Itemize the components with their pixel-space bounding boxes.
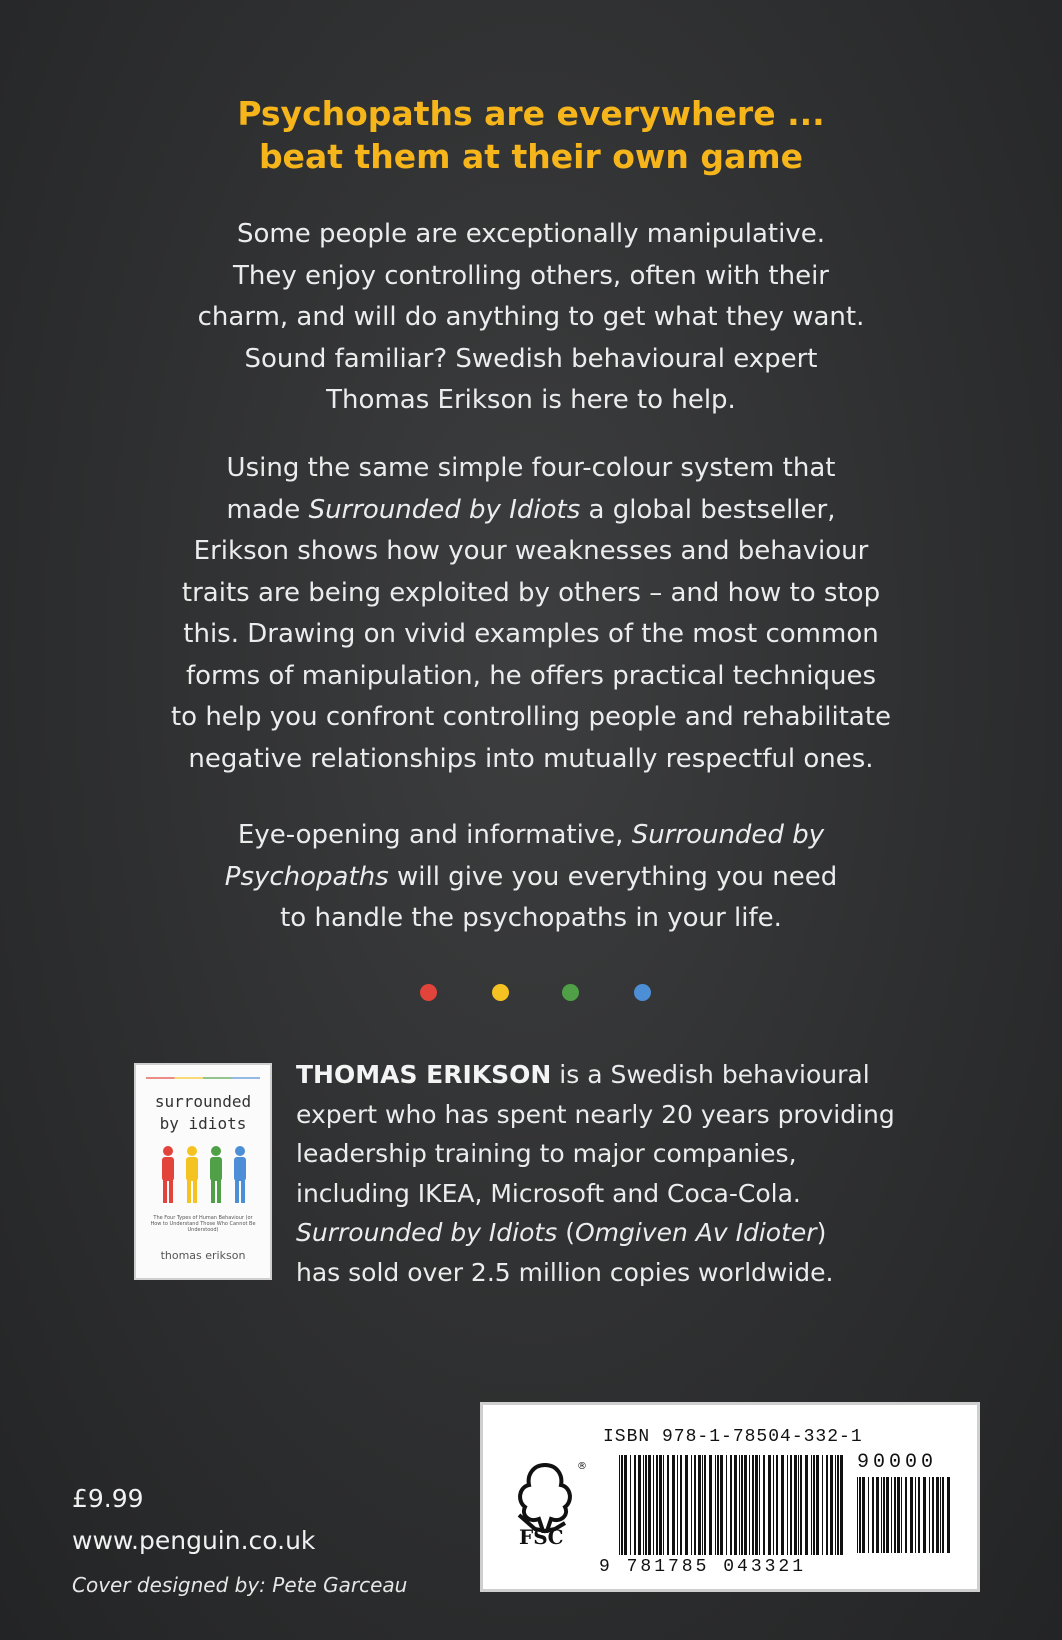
headline-line: Psychopaths are everywhere ... (237, 94, 825, 133)
bio-text: is a Swedish behavioural (551, 1060, 870, 1089)
barcode-bar (638, 1455, 641, 1555)
barcode-bar (881, 1477, 882, 1553)
barcode-bar (702, 1455, 703, 1555)
barcode-bar (918, 1477, 920, 1553)
publisher-url: www.penguin.co.uk (72, 1526, 316, 1555)
barcode-bar (816, 1455, 819, 1555)
barcode-bar (619, 1455, 620, 1555)
barcode-bar (634, 1455, 636, 1555)
registered-mark: ® (577, 1461, 587, 1472)
barcode-bar (763, 1455, 765, 1555)
thumbnail-title-line: by idiots (159, 1114, 247, 1133)
barcode-bar (857, 1477, 858, 1553)
barcode-bar (942, 1477, 944, 1553)
barcode-bar (759, 1455, 760, 1555)
barcode-bar (672, 1455, 675, 1555)
blurb-line: forms of manipulation, he offers practical techniques (186, 660, 876, 691)
barcode-bar (822, 1455, 823, 1555)
barcode-bar (704, 1455, 706, 1555)
green-person-icon (210, 1146, 222, 1203)
blurb-text: made (226, 494, 309, 525)
barcode-bar (715, 1455, 716, 1555)
blurb-line (0, 815, 1062, 857)
barcode-bar (645, 1455, 647, 1555)
blurb-line: Using the same simple four-colour system that (226, 453, 836, 483)
thumbnail-subtitle: The Four Types of Human Behaviour (or How to Understand Those Who Cannot Be Understood) (150, 1215, 256, 1233)
blurb-line: Sound familiar? Swedish behavioural expert (244, 343, 818, 374)
blurb-line: Some people are exceptionally manipulative. (237, 219, 825, 249)
bio-text: ) (816, 1218, 827, 1247)
barcode-bar (752, 1455, 754, 1555)
barcode-bar (741, 1455, 743, 1555)
barcode-bar (901, 1477, 902, 1553)
barcode-bar (739, 1455, 740, 1555)
barcode-bar (659, 1455, 662, 1555)
price: £9.99 (72, 1484, 144, 1513)
blurb-line: charm, and will do anything to get what they want. (197, 302, 865, 332)
bio-line: leadership training to major companies, (296, 1139, 797, 1168)
barcode-bar (720, 1455, 723, 1555)
book-title-italic: Surrounded by Idiots (308, 494, 581, 525)
barcode-bar (624, 1455, 627, 1555)
barcode-bar (768, 1455, 771, 1555)
barcode-bar (868, 1477, 869, 1553)
bio-text: ( (557, 1218, 575, 1247)
blurb-line: this. Drawing on vivid examples of the most common (183, 619, 879, 649)
blue-person-icon (234, 1146, 246, 1203)
barcode-bar (677, 1455, 678, 1555)
bio-line: expert who has spent nearly 20 years providing (296, 1099, 895, 1129)
barcode-bar (798, 1455, 799, 1555)
barcode-bar (826, 1455, 828, 1555)
barcode-bar (835, 1455, 836, 1555)
barcode-bar (794, 1455, 797, 1555)
blurb-line: Thomas Erikson is here to help. (326, 385, 736, 415)
bio-line (296, 1213, 976, 1253)
price-addon-digits: 90000 (857, 1451, 938, 1474)
blurb-line: to help you confront controlling people and rehabilitate (170, 702, 892, 732)
blurb-line: They enjoy controlling others, often with their (233, 260, 829, 291)
isbn-barcode (619, 1455, 847, 1555)
barcode-panel (480, 1402, 980, 1592)
barcode-bar (947, 1477, 950, 1553)
barcode-bar (773, 1455, 774, 1555)
barcode-bar (776, 1455, 778, 1555)
book-title-italic: Surrounded by Idiots (296, 1218, 558, 1247)
barcode-bar (929, 1477, 930, 1553)
author-name: THOMAS ERIKSON (296, 1060, 552, 1089)
blurb-line (0, 857, 1062, 899)
blurb-text: Eye-opening and informative, (237, 820, 632, 850)
barcode-bar (932, 1477, 934, 1553)
barcode-bar (805, 1455, 808, 1555)
fsc-label: FSC (519, 1525, 564, 1549)
barcode-bar (813, 1455, 815, 1555)
red-dot (420, 984, 437, 1001)
barcode-bar (730, 1455, 732, 1555)
barcode-bar (891, 1477, 892, 1553)
green-dot (562, 984, 579, 1001)
barcode-bar (755, 1455, 758, 1555)
barcode-bar (656, 1455, 658, 1555)
headline-line: beat them at their own game (258, 137, 804, 176)
blurb-text: will give you everything you need (388, 861, 838, 892)
blurb-line: traits are being exploited by others – and how to stop (181, 577, 881, 608)
headline (0, 92, 1062, 178)
barcode-bar (886, 1477, 889, 1553)
barcode-bar (800, 1455, 802, 1555)
blurb-line: negative relationships into mutually respectful ones. (188, 743, 874, 774)
barcode-bar (872, 1477, 874, 1553)
book-title-italic: Omgiven Av Idioter (574, 1218, 817, 1247)
barcode-bar (667, 1455, 669, 1555)
bio-line: including IKEA, Microsoft and Coca-Cola. (296, 1178, 801, 1208)
barcode-bar (680, 1455, 682, 1555)
thumbnail-title-line: surrounded (154, 1092, 252, 1111)
barcode-bar (781, 1455, 784, 1555)
thumbnail-title (136, 1091, 270, 1135)
bio-line: has sold over 2.5 million copies worldwide. (296, 1257, 834, 1287)
blurb-paragraph-1 (0, 214, 1062, 422)
author-bio (296, 1055, 976, 1292)
barcode-bar (830, 1455, 833, 1555)
blurb-line (0, 490, 1062, 532)
book-thumbnail (134, 1063, 272, 1280)
book-title-italic: Surrounded by (631, 820, 825, 850)
barcode-bar (859, 1477, 861, 1553)
people-figures-icon (154, 1145, 254, 1205)
barcode-bar (744, 1455, 747, 1555)
barcode-bar (709, 1455, 712, 1555)
blurb-paragraph-3 (0, 815, 1062, 940)
red-person-icon (162, 1146, 174, 1203)
barcode-bar (787, 1455, 788, 1555)
bio-line (296, 1055, 976, 1095)
barcode-bar (910, 1477, 913, 1553)
barcode-bar (840, 1455, 843, 1555)
isbn-text: ISBN 978-1-78504-332-1 (603, 1427, 863, 1447)
cover-credit: Cover designed by: Pete Garceau (72, 1573, 408, 1597)
barcode-bar (905, 1477, 907, 1553)
colour-dots (0, 984, 1062, 1004)
barcode-bar (621, 1455, 623, 1555)
barcode-bar (940, 1477, 941, 1553)
barcode-bar (726, 1455, 727, 1555)
ean-digits: 9 781785 043321 (599, 1557, 807, 1577)
barcode-bar (685, 1455, 688, 1555)
barcode-bar (630, 1455, 631, 1555)
barcode-bar (734, 1455, 737, 1555)
barcode-bar (653, 1455, 654, 1555)
barcode-bar (648, 1455, 651, 1555)
barcode-bar (915, 1477, 916, 1553)
blue-dot (634, 984, 651, 1001)
barcode-bar (749, 1455, 750, 1555)
blurb-text: a global bestseller, (580, 494, 836, 525)
barcode-bar (698, 1455, 701, 1555)
barcode-bar (837, 1455, 839, 1555)
barcode-bar (694, 1455, 696, 1555)
barcode-bar (862, 1477, 865, 1553)
book-title-italic: Psychopaths (224, 861, 389, 892)
barcode-bar (923, 1477, 926, 1553)
barcode-bar (663, 1455, 664, 1555)
colour-strip (146, 1077, 260, 1079)
blurb-line: to handle the psychopaths in your life. (280, 903, 782, 933)
barcode-bar (883, 1477, 885, 1553)
barcode-bar (790, 1455, 792, 1555)
blurb-line: Erikson shows how your weaknesses and behaviour (193, 536, 869, 566)
barcode-bar (894, 1477, 896, 1553)
thumbnail-author: thomas erikson (160, 1249, 246, 1262)
barcode-bar (717, 1455, 719, 1555)
yellow-dot (492, 984, 509, 1001)
blurb-paragraph-2 (0, 448, 1062, 780)
yellow-person-icon (186, 1146, 198, 1203)
barcode-bar (811, 1455, 812, 1555)
barcode-bar (643, 1455, 644, 1555)
barcode-bar (897, 1477, 900, 1553)
barcode-bar (876, 1477, 879, 1553)
barcode-bar (936, 1477, 939, 1553)
barcode-bar (691, 1455, 692, 1555)
addon-barcode (857, 1477, 957, 1577)
